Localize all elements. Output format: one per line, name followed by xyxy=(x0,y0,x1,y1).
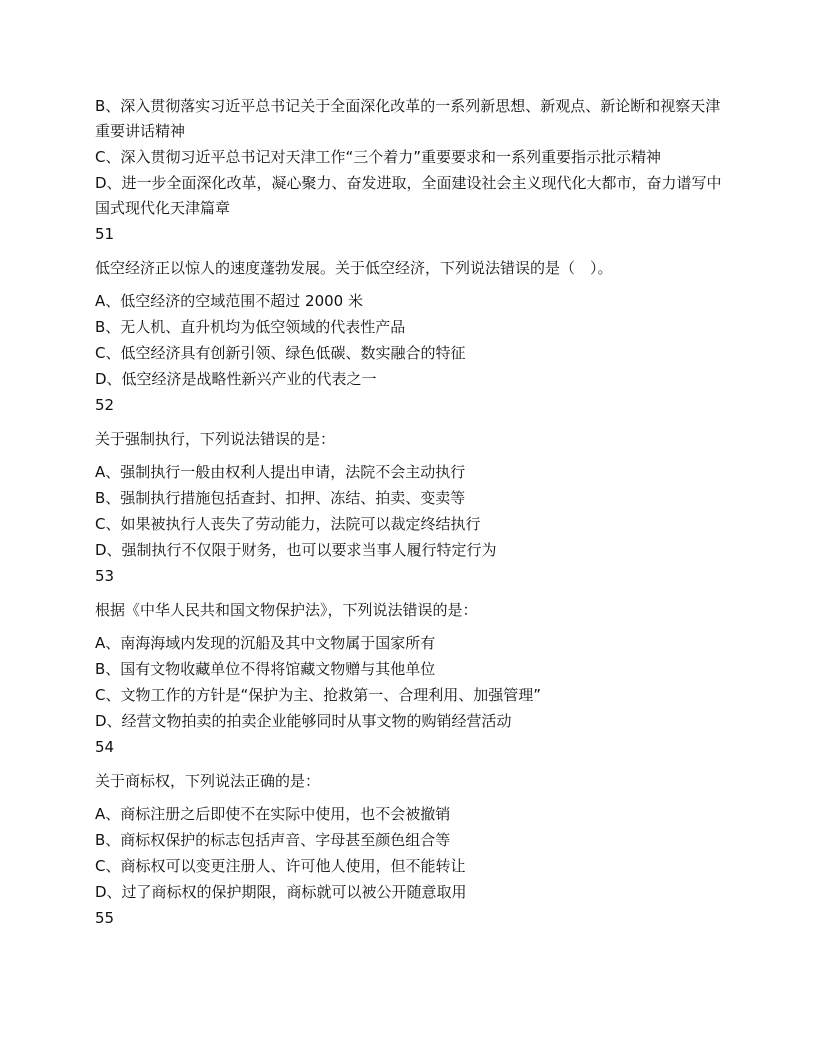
option-d: D、过了商标权的保护期限，商标就可以被公开随意取用 xyxy=(95,883,467,901)
question-54 xyxy=(95,736,723,905)
option-c: C、商标权可以变更注册人、许可他人使用，但不能转让 xyxy=(95,857,466,875)
question-number: 52 xyxy=(95,396,115,414)
question-number: 51 xyxy=(95,225,115,243)
option-d: D、进一步全面深化改革，凝心聚力、奋发进取，全面建设社会主义现代化大都市，奋力谱写中国式现代化天津篇章 xyxy=(95,174,722,217)
option-b: B、商标权保护的标志包括声音、字母甚至颜色组合等 xyxy=(95,831,451,849)
document-page xyxy=(95,94,723,941)
option-d: D、低空经济是战略性新兴产业的代表之一 xyxy=(95,370,377,388)
question-number: 54 xyxy=(95,738,115,756)
option-a: A、强制执行一般由权利人提出申请，法院不会主动执行 xyxy=(95,463,466,481)
option-c: C、文物工作的方针是“保护为主、抢救第一、合理利用、加强管理” xyxy=(95,686,542,704)
option-b: B、国有文物收藏单位不得将馆藏文物赠与其他单位 xyxy=(95,660,436,678)
option-c: C、如果被执行人丧失了劳动能力，法院可以裁定终结执行 xyxy=(95,515,481,533)
option-c: C、低空经济具有创新引领、绿色低碳、数实融合的特征 xyxy=(95,344,466,362)
question-53 xyxy=(95,565,723,734)
question-52 xyxy=(95,394,723,563)
option-a: A、低空经济的空域范围不超过 2000 米 xyxy=(95,292,363,310)
question-stem: 关于强制执行，下列说法错误的是： xyxy=(95,430,336,448)
question-number: 53 xyxy=(95,567,115,585)
option-a: A、商标注册之后即使不在实际中使用，也不会被撤销 xyxy=(95,805,451,823)
option-b: B、无人机、直升机均为低空领域的代表性产品 xyxy=(95,318,406,336)
question-51 xyxy=(95,223,723,392)
option-c: C、深入贯彻习近平总书记对天津工作“三个着力”重要要求和一系列重要指示批示精神 xyxy=(95,148,662,166)
question-number-55: 55 xyxy=(95,909,115,927)
option-a: A、南海海域内发现的沉船及其中文物属于国家所有 xyxy=(95,634,436,652)
question-stem: 低空经济正以惊人的速度蓬勃发展。关于低空经济，下列说法错误的是（ ）。 xyxy=(95,259,613,277)
option-d: D、经营文物拍卖的拍卖企业能够同时从事文物的购销经营活动 xyxy=(95,712,512,730)
carryover-options xyxy=(95,94,723,221)
option-b: B、强制执行措施包括查封、扣押、冻结、拍卖、变卖等 xyxy=(95,489,466,507)
option-b: B、深入贯彻落实习近平总书记关于全面深化改革的一系列新思想、新观点、新论断和视察天津重要讲话精神 xyxy=(95,97,721,140)
option-d: D、强制执行不仅限于财务，也可以要求当事人履行特定行为 xyxy=(95,541,497,559)
question-stem: 根据《中华人民共和国文物保护法》，下列说法错误的是： xyxy=(95,601,478,619)
question-stem: 关于商标权，下列说法正确的是： xyxy=(95,772,321,790)
